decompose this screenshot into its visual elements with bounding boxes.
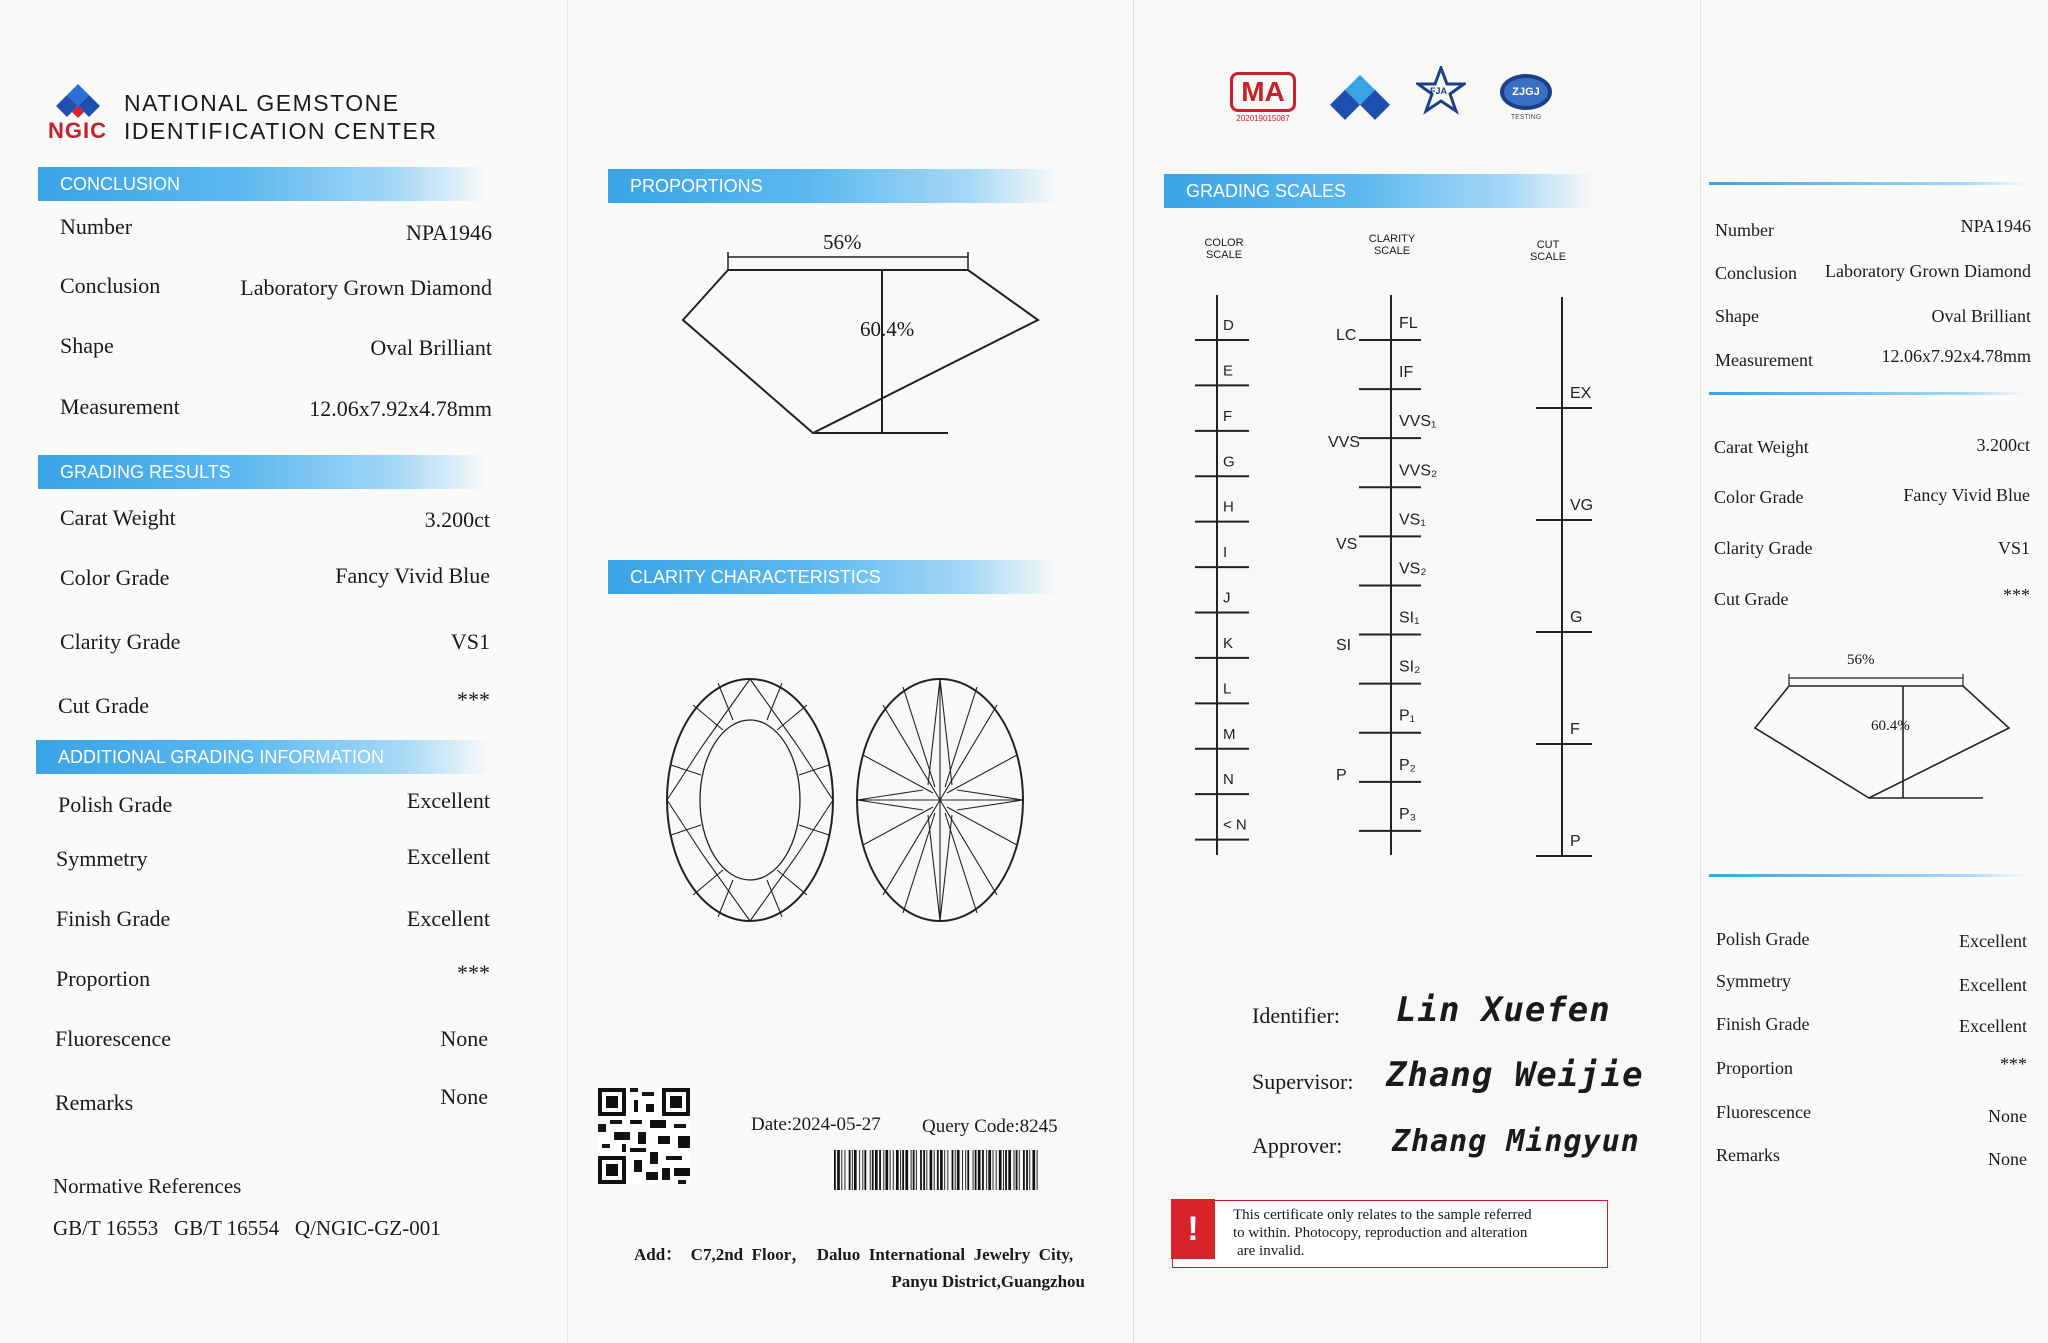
row-label: Conclusion (60, 273, 161, 298)
barcode-bar (834, 1150, 836, 1190)
proportions-diagram (648, 230, 1048, 450)
row-label: Clarity Grade (1714, 538, 1813, 558)
org-name-line1: NATIONAL GEMSTONE (124, 90, 400, 116)
barcode-bar (916, 1150, 917, 1190)
row-label: Remarks (55, 1090, 134, 1115)
cut-grade-label: G (1570, 609, 1583, 626)
cut-scale-head-line2: SCALE (1529, 251, 1567, 263)
clarity-grade-label: FL (1399, 315, 1418, 332)
row-label: Shape (1715, 306, 1759, 326)
summary-proportions-diagram (1741, 660, 2011, 810)
section-conclusion: CONCLUSION (38, 167, 488, 201)
summary-proportion-depth: 60.4% (1871, 718, 1910, 734)
barcode-bar (896, 1150, 899, 1190)
clarity-grade-label: VVS₂ (1399, 462, 1438, 480)
barcode-bar (988, 1150, 991, 1190)
barcode-bar (975, 1150, 977, 1190)
color-grade-label: J (1223, 589, 1231, 607)
row-value: 12.06x7.92x4.78mm (1881, 346, 2031, 366)
row-value: VS1 (1997, 538, 2030, 558)
row-label: Symmetry (56, 846, 148, 871)
barcode-bar (905, 1150, 908, 1190)
row-value: Excellent (1959, 931, 2027, 951)
normative-refs: GB/T 16553 GB/T 16554 Q/NGIC-GZ-001 (53, 1216, 441, 1240)
org-name-line2: IDENTIFICATION CENTER (124, 118, 438, 144)
query-code: Query Code:8245 (922, 1116, 1058, 1137)
row-label: Color Grade (1714, 487, 1804, 507)
barcode-bar (986, 1150, 987, 1190)
clarity-group-label: VS (1336, 536, 1358, 553)
cut-grade-label: EX (1570, 385, 1592, 402)
clarity-grade-label: VS₁ (1399, 511, 1426, 529)
section-proportions: PROPORTIONS (608, 169, 1058, 203)
barcode-bar (913, 1150, 915, 1190)
ma-badge-label: MA (1230, 72, 1296, 112)
barcode-bar (926, 1150, 927, 1190)
identifier-label: Identifier: (1252, 1003, 1340, 1028)
row-label: Proportion (1716, 1058, 1794, 1078)
crown-plot-diagram (663, 675, 838, 925)
row-label: Number (1715, 220, 1774, 240)
cut-grade-label: P (1570, 833, 1581, 850)
row-value: NPA1946 (1960, 216, 2031, 236)
barcode-bar (879, 1150, 881, 1190)
barcode-bar (900, 1150, 901, 1190)
cut-grade-label: F (1570, 721, 1580, 738)
address-line2: Panyu District,Guangzhou (891, 1272, 1085, 1291)
row-label: Polish Grade (1716, 929, 1810, 949)
row-value: Fancy Vivid Blue (1903, 485, 2030, 505)
clarity-group-label: VVS (1328, 434, 1361, 451)
barcode-bar (967, 1150, 969, 1190)
panel-summary (1700, 0, 2048, 1343)
barcode-bar (1019, 1150, 1020, 1190)
color-scale-head-line2: SCALE (1205, 249, 1243, 261)
normative-title: Normative References (53, 1174, 242, 1198)
color-grade-label: E (1223, 362, 1234, 380)
row-value: *** (457, 687, 490, 712)
barcode-bar (1032, 1150, 1035, 1190)
barcode-bar (837, 1150, 840, 1190)
row-value: *** (2000, 1054, 2027, 1074)
barcode-bar (920, 1150, 922, 1190)
notice-box (1172, 1200, 1608, 1268)
barcode-bar (883, 1150, 884, 1190)
barcode-bar (934, 1150, 935, 1190)
barcode-bar (885, 1150, 888, 1190)
barcode-bar (859, 1150, 860, 1190)
barcode-bar (1026, 1150, 1028, 1190)
barcode-bar (982, 1150, 984, 1190)
section-grading-scales: GRADING SCALES (1164, 174, 1594, 208)
barcode-bar (893, 1150, 894, 1190)
section-additional: ADDITIONAL GRADING INFORMATION (36, 740, 491, 774)
clarity-grade-label: P₁ (1399, 707, 1416, 725)
barcode-bar (962, 1150, 963, 1190)
address-line1: Add： C7,2nd Floor， Daluo International Jewelry City, (634, 1245, 1074, 1264)
barcode-bar (1037, 1150, 1038, 1190)
notice-line2: to within. Photocopy, reproduction and alteration (1233, 1225, 1528, 1241)
row-label: Carat Weight (1714, 437, 1809, 457)
row-value: None (1988, 1106, 2027, 1126)
barcode-bar (890, 1150, 891, 1190)
clarity-grade-label: IF (1399, 364, 1414, 382)
pavilion-plot-diagram (853, 675, 1028, 925)
color-grade-label: D (1223, 317, 1234, 334)
barcode-bar (965, 1150, 966, 1190)
divider (1709, 182, 2029, 185)
clarity-grade-label: P₃ (1399, 805, 1417, 823)
row-label: Number (60, 214, 133, 239)
divider (1709, 874, 2029, 877)
section-clarity-characteristics: CLARITY CHARACTERISTICS (608, 560, 1058, 594)
row-value: None (1988, 1149, 2027, 1169)
approver-label: Approver: (1252, 1133, 1343, 1158)
row-value: Excellent (1959, 1016, 2027, 1036)
clarity-scale-head-line1: CLARITY (1368, 233, 1416, 245)
summary-proportion-table: 56% (1847, 652, 1875, 668)
clarity-grade-label: SI₁ (1399, 609, 1420, 627)
clarity-scale-head-line2: SCALE (1373, 245, 1411, 257)
grading-scales-diagram (1134, 0, 1701, 900)
barcode-bar (923, 1150, 925, 1190)
barcode-bar (875, 1150, 878, 1190)
panel-grading-scales (1133, 0, 1700, 1343)
supervisor-signature: Zhang Weijie (1386, 1055, 1644, 1095)
row-label: Carat Weight (60, 505, 176, 530)
barcode-bar (955, 1150, 956, 1190)
row-label: Finish Grade (56, 906, 171, 931)
color-grade-label: H (1223, 498, 1234, 516)
divider (1709, 392, 2029, 395)
color-grade-label: < N (1223, 816, 1247, 834)
row-label: Proportion (56, 966, 151, 991)
barcode-bar (996, 1150, 997, 1190)
row-value: Excellent (1959, 975, 2027, 995)
clarity-grade-label: VS₂ (1399, 560, 1427, 578)
barcode-bar (973, 1150, 974, 1190)
row-label: Conclusion (1715, 263, 1798, 283)
row-label: Color Grade (60, 565, 170, 590)
barcode-bar (1005, 1150, 1007, 1190)
row-value: None (440, 1084, 488, 1109)
row-label: Measurement (60, 394, 180, 419)
barcode-bar (1016, 1150, 1018, 1190)
row-value: 3.200ct (424, 507, 490, 532)
cut-scale-head-line1: CUT (1536, 239, 1560, 251)
row-value: Laboratory Grown Diamond (240, 275, 492, 300)
row-value: 12.06x7.92x4.78mm (309, 396, 492, 421)
row-label: Polish Grade (58, 792, 173, 817)
barcode-bar (849, 1150, 851, 1190)
color-grade-label: K (1223, 634, 1234, 652)
row-value: Oval Brilliant (370, 335, 492, 360)
barcode-bar (902, 1150, 904, 1190)
notice-line3: are invalid. (1237, 1243, 1305, 1259)
row-label: Clarity Grade (60, 629, 181, 654)
barcode-bar (937, 1150, 939, 1190)
barcode-bar (854, 1150, 857, 1190)
barcode-bar (993, 1150, 994, 1190)
barcode-bar (1014, 1150, 1015, 1190)
color-grade-label: I (1223, 544, 1228, 562)
clarity-group-label: LC (1336, 327, 1357, 344)
row-value: Excellent (406, 788, 490, 813)
row-value: *** (457, 960, 490, 985)
identifier-signature: Lin Xuefen (1396, 990, 1611, 1030)
row-label: Fluorescence (55, 1026, 172, 1051)
row-value: Excellent (406, 844, 490, 869)
approver-signature: Zhang Mingyun (1392, 1124, 1640, 1159)
row-value: Laboratory Grown Diamond (1825, 261, 2031, 281)
row-value: Oval Brilliant (1931, 306, 2031, 326)
barcode-bar (870, 1150, 871, 1190)
row-value: NPA1946 (406, 220, 492, 245)
row-label: Cut Grade (1714, 589, 1789, 609)
barcode-bar (1029, 1150, 1030, 1190)
barcode-bar (872, 1150, 874, 1190)
barcode-bar (862, 1150, 863, 1190)
proportion-table: 56% (823, 230, 862, 254)
row-value: 3.200ct (1976, 435, 2030, 455)
row-label: Finish Grade (1716, 1014, 1810, 1034)
barcode-bar (1023, 1150, 1025, 1190)
row-label: Measurement (1715, 350, 1813, 370)
barcode-bar (999, 1150, 1002, 1190)
barcode-bar (930, 1150, 933, 1190)
panel-conclusion (0, 0, 567, 1343)
row-value: Fancy Vivid Blue (335, 563, 490, 588)
color-grade-label: L (1223, 680, 1232, 698)
row-label: Remarks (1716, 1145, 1780, 1165)
barcode-bar (845, 1150, 846, 1190)
color-grade-label: G (1223, 453, 1235, 471)
clarity-grade-label: VVS₁ (1399, 413, 1437, 431)
row-label: Shape (60, 333, 114, 358)
barcode (834, 1150, 1040, 1190)
clarity-group-label: SI (1336, 637, 1352, 654)
barcode-bar (911, 1150, 912, 1190)
barcode-bar (952, 1150, 954, 1190)
row-value: *** (2003, 585, 2030, 605)
barcode-bar (978, 1150, 981, 1190)
color-grade-label: F (1223, 407, 1233, 425)
barcode-bar (864, 1150, 866, 1190)
clarity-grade-label: P₂ (1399, 756, 1416, 774)
fja-badge-label: FJA (1430, 86, 1448, 96)
row-value: VS1 (450, 629, 490, 654)
proportion-depth: 60.4% (860, 317, 915, 341)
row-value: None (440, 1026, 488, 1051)
barcode-bar (852, 1150, 853, 1190)
warning-icon: ! (1171, 1199, 1215, 1259)
barcode-bar (957, 1150, 960, 1190)
barcode-bar (1003, 1150, 1004, 1190)
row-label: Symmetry (1716, 971, 1791, 991)
barcode-bar (944, 1150, 945, 1190)
row-value: Excellent (406, 906, 490, 931)
notice-line1: This certificate only relates to the sample referred (1233, 1207, 1532, 1223)
cert-date: Date:2024-05-27 (751, 1114, 881, 1135)
color-scale-head-line1: COLOR (1204, 237, 1244, 249)
barcode-bar (1008, 1150, 1011, 1190)
logo-abbr: NGIC (48, 118, 107, 143)
clarity-grade-label: SI₂ (1399, 658, 1421, 676)
zjgj-badge-label: ZJGJ (1500, 74, 1552, 110)
barcode-bar (947, 1150, 948, 1190)
barcode-bar (841, 1150, 842, 1190)
color-grade-label: M (1223, 725, 1236, 743)
row-label: Cut Grade (58, 693, 150, 718)
zjgj-badge-caption: TESTING (1510, 114, 1542, 121)
cut-grade-label: VG (1570, 497, 1594, 514)
qr-code-icon[interactable] (598, 1087, 690, 1185)
row-label: Fluorescence (1716, 1102, 1811, 1122)
panel-proportions (567, 0, 1133, 1343)
color-grade-label: N (1223, 771, 1234, 789)
supervisor-label: Supervisor: (1252, 1069, 1354, 1094)
ma-badge-number: 202019015087 (1236, 114, 1290, 123)
clarity-group-label: P (1336, 767, 1347, 784)
section-grading-results: GRADING RESULTS (38, 455, 488, 489)
barcode-bar (940, 1150, 943, 1190)
